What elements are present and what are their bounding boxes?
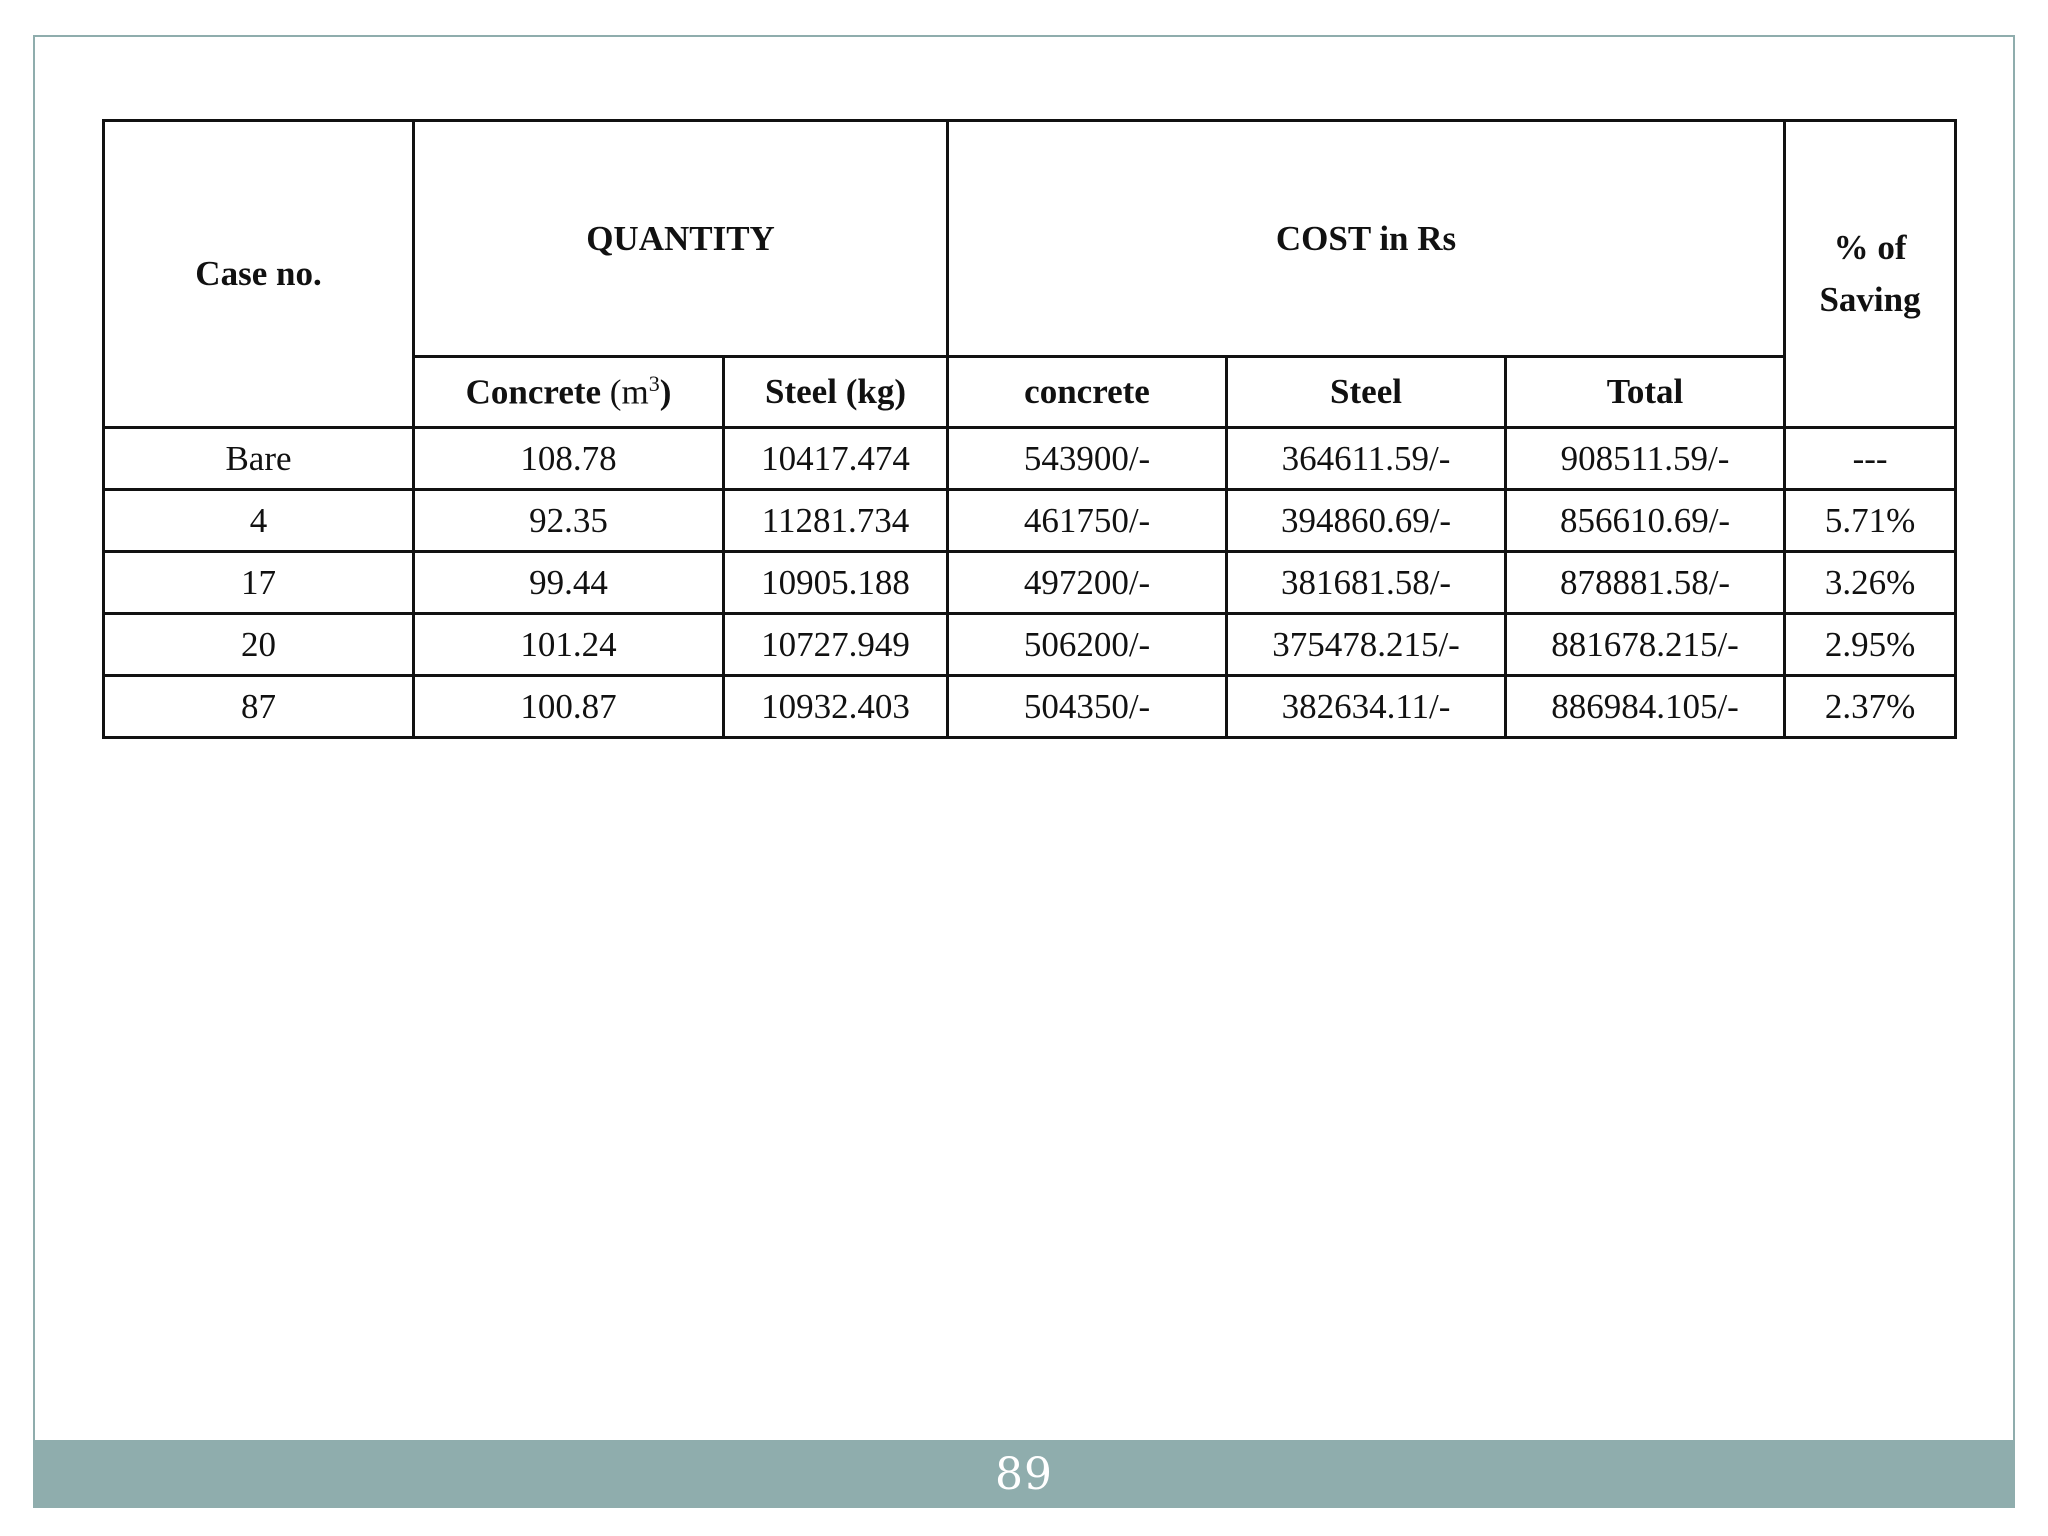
header-concrete-qty-unit-sup: 3 <box>648 371 660 397</box>
cell-steel-cost: 381681.58/- <box>1227 552 1506 614</box>
cost-comparison-table <box>102 119 1957 739</box>
cell-concrete-cost: 543900/- <box>948 428 1227 490</box>
cell-concrete-cost: 506200/- <box>948 614 1227 676</box>
table-row <box>104 676 1956 738</box>
cell-case: 20 <box>104 614 414 676</box>
cell-saving: --- <box>1785 428 1956 490</box>
cell-concrete-cost: 497200/- <box>948 552 1227 614</box>
cell-case: 4 <box>104 490 414 552</box>
cell-concrete-qty: 101.24 <box>414 614 724 676</box>
cell-saving: 3.26% <box>1785 552 1956 614</box>
table-row <box>104 428 1956 490</box>
cell-total: 878881.58/- <box>1506 552 1785 614</box>
cell-steel-qty: 10932.403 <box>724 676 948 738</box>
cell-steel-cost: 375478.215/- <box>1227 614 1506 676</box>
cell-steel-qty: 10417.474 <box>724 428 948 490</box>
cell-concrete-qty: 92.35 <box>414 490 724 552</box>
page-number: 89 <box>995 1448 1053 1500</box>
cell-saving: 2.37% <box>1785 676 1956 738</box>
cell-concrete-qty: 99.44 <box>414 552 724 614</box>
header-total-cost: Total <box>1506 357 1785 428</box>
cell-steel-qty: 10905.188 <box>724 552 948 614</box>
header-saving-line1: % of <box>1833 228 1907 267</box>
cell-case: 87 <box>104 676 414 738</box>
table-row <box>104 614 1956 676</box>
header-concrete-qty-unit-close: ) <box>659 372 672 412</box>
cell-concrete-qty: 100.87 <box>414 676 724 738</box>
footer-band <box>33 1440 2015 1508</box>
header-concrete-qty-label: Concrete <box>465 372 602 412</box>
cell-total: 886984.105/- <box>1506 676 1785 738</box>
table-row <box>104 490 1956 552</box>
header-cost: COST in Rs <box>948 121 1785 357</box>
cell-concrete-cost: 504350/- <box>948 676 1227 738</box>
cell-steel-cost: 364611.59/- <box>1227 428 1506 490</box>
cell-concrete-qty: 108.78 <box>414 428 724 490</box>
cell-case: Bare <box>104 428 414 490</box>
header-row-main <box>104 121 1956 357</box>
cell-saving: 2.95% <box>1785 614 1956 676</box>
cell-total: 908511.59/- <box>1506 428 1785 490</box>
cell-steel-cost: 382634.11/- <box>1227 676 1506 738</box>
header-steel-cost: Steel <box>1227 357 1506 428</box>
cell-total: 856610.69/- <box>1506 490 1785 552</box>
cell-steel-cost: 394860.69/- <box>1227 490 1506 552</box>
header-concrete-qty-unit-open: (m <box>609 372 649 412</box>
cell-concrete-cost: 461750/- <box>948 490 1227 552</box>
header-case-no: Case no. <box>104 121 414 428</box>
header-concrete-qty <box>414 357 724 428</box>
cell-total: 881678.215/- <box>1506 614 1785 676</box>
header-saving-line2: Saving <box>1819 280 1921 319</box>
header-concrete-cost: concrete <box>948 357 1227 428</box>
cell-saving: 5.71% <box>1785 490 1956 552</box>
cell-case: 17 <box>104 552 414 614</box>
cell-steel-qty: 10727.949 <box>724 614 948 676</box>
table-row <box>104 552 1956 614</box>
header-quantity: QUANTITY <box>414 121 948 357</box>
header-steel-qty: Steel (kg) <box>724 357 948 428</box>
header-saving <box>1785 121 1956 428</box>
cell-steel-qty: 11281.734 <box>724 490 948 552</box>
